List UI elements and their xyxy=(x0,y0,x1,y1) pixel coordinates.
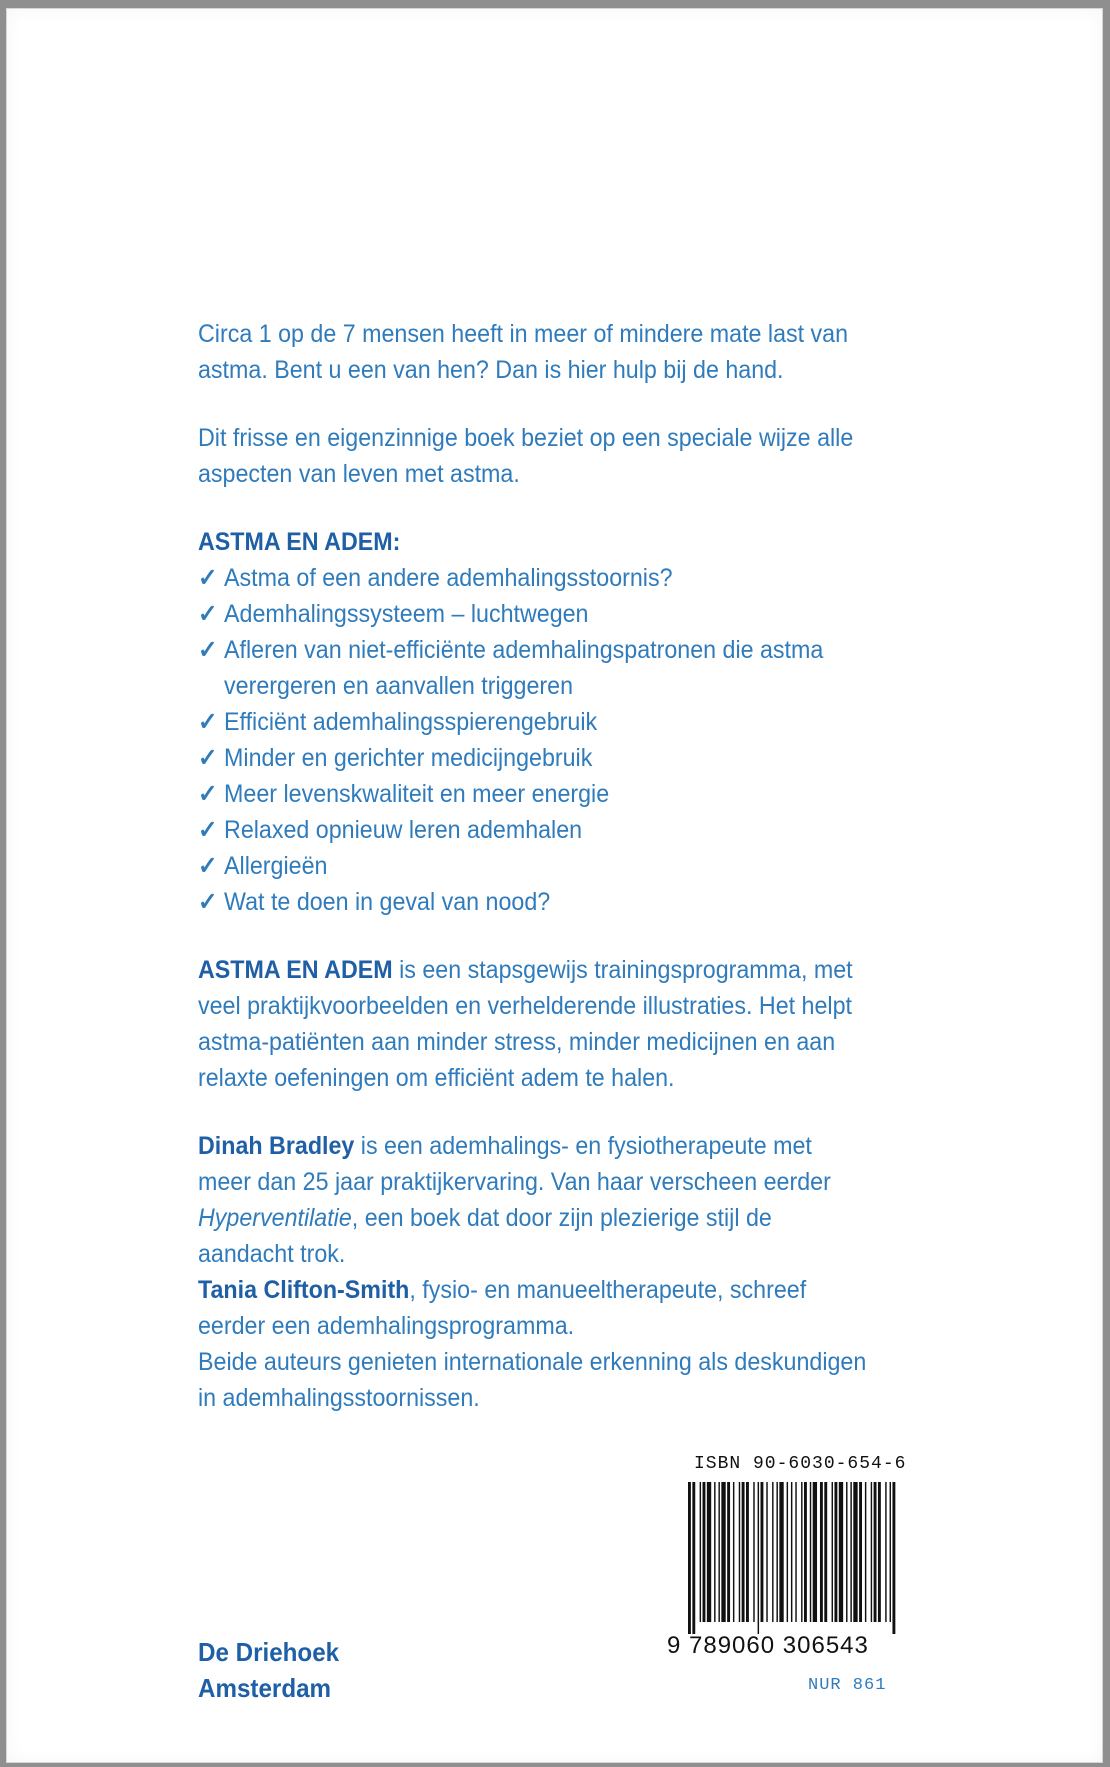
barcode-bar xyxy=(721,1482,725,1622)
topic-item xyxy=(198,884,868,920)
topic-text: Afleren van niet-efficiënte ademhalingspatronen die astma verergeren en aanvallen triggeren xyxy=(224,636,824,700)
barcode-bar xyxy=(703,1482,706,1622)
barcode-bar xyxy=(801,1482,802,1622)
barcode-bar xyxy=(779,1482,783,1622)
publisher xyxy=(198,1634,339,1706)
checkmark-icon: ✓ xyxy=(198,780,218,808)
barcode-bar xyxy=(878,1482,881,1622)
topic-item xyxy=(198,560,868,596)
barcode-bar xyxy=(839,1482,843,1622)
topic-item xyxy=(198,848,868,884)
barcode-bar xyxy=(850,1482,851,1622)
authors-closing: Beide auteurs genieten internationale erkenning als deskundigen in ademhalingsstoornissen. xyxy=(198,1348,867,1412)
barcode-bar xyxy=(890,1482,891,1622)
barcode-bar xyxy=(820,1482,823,1622)
checkmark-icon: ✓ xyxy=(198,816,218,844)
author1-name: Dinah Bradley xyxy=(198,1132,355,1160)
cover-text xyxy=(198,316,868,1416)
barcode-bar xyxy=(795,1482,796,1622)
topic-item xyxy=(198,632,868,704)
description-text: is een stapsgewijs trainingsprogramma, met veel praktijkvoorbeelden en verhelderende illustraties. Het helpt astma-patiënten aan minder stress, minder medicijnen en aan relaxte oefeningen om efficiënt adem te halen. xyxy=(198,956,853,1092)
topic-item xyxy=(198,704,868,740)
barcode-bar xyxy=(834,1482,837,1622)
topics-list xyxy=(198,560,868,920)
checkmark-icon: ✓ xyxy=(198,708,218,736)
topics-heading: ASTMA EN ADEM: xyxy=(198,528,401,556)
barcode-bar xyxy=(804,1482,807,1622)
author1-text: is een ademhalings- en fysiotherapeute met meer dan 25 jaar praktijkervaring. Van haar verscheen eerder xyxy=(198,1132,831,1196)
barcode-bar xyxy=(892,1482,895,1634)
barcode-bar xyxy=(853,1482,857,1622)
barcode-bar xyxy=(846,1482,847,1622)
barcode-bar xyxy=(766,1482,767,1622)
barcode xyxy=(686,1482,900,1634)
barcode-bar xyxy=(874,1482,877,1622)
barcode-bar xyxy=(688,1482,691,1634)
topic-item xyxy=(198,776,868,812)
topic-text: Allergieën xyxy=(224,852,328,880)
barcode-bar xyxy=(753,1482,754,1622)
topic-text: Minder en gerichter medicijngebruik xyxy=(224,744,593,772)
topic-text: Ademhalingssysteem – luchtwegen xyxy=(224,600,589,628)
barcode-bar xyxy=(727,1482,730,1622)
barcode-bar xyxy=(885,1482,886,1622)
barcode-bar xyxy=(871,1482,872,1622)
intro-paragraph: Circa 1 op de 7 mensen heeft in meer of mindere mate last van astma. Bent u een van hen? Dan is hier hulp bij de hand. xyxy=(198,320,849,384)
barcode-bar xyxy=(772,1482,773,1622)
barcode-bar xyxy=(832,1482,833,1622)
barcode-bar xyxy=(758,1482,759,1634)
barcode-bar xyxy=(787,1482,788,1622)
topic-item xyxy=(198,596,868,632)
author1-paragraph xyxy=(198,1128,868,1272)
description-paragraph xyxy=(198,952,868,1096)
author2-text: , fysio- en manueeltherapeute, schreef eerder een ademhalingsprogramma. xyxy=(198,1276,807,1340)
barcode-bar xyxy=(700,1482,701,1622)
barcode-bar xyxy=(791,1482,792,1622)
topic-item xyxy=(198,812,868,848)
barcode-bar xyxy=(714,1482,715,1622)
checkmark-icon: ✓ xyxy=(198,852,218,880)
nur-code: NUR 861 xyxy=(808,1676,887,1695)
barcode-bar xyxy=(776,1482,777,1622)
checkmark-icon: ✓ xyxy=(198,636,218,664)
author2-name: Tania Clifton-Smith xyxy=(198,1276,410,1304)
barcode-bar xyxy=(824,1482,827,1622)
barcode-bar xyxy=(718,1482,719,1622)
topic-text: Wat te doen in geval van nood? xyxy=(224,888,551,916)
topic-item xyxy=(198,740,868,776)
checkmark-icon: ✓ xyxy=(198,564,218,592)
checkmark-icon: ✓ xyxy=(198,744,218,772)
topic-text: Efficiënt ademhalingsspierengebruik xyxy=(224,708,598,736)
barcode-bar xyxy=(761,1482,764,1622)
barcode-bar xyxy=(865,1482,866,1622)
barcode-bar xyxy=(707,1482,711,1622)
author1-text-end: , een boek dat door zijn plezierige stijl de aandacht trok. xyxy=(198,1204,772,1268)
barcode-bar xyxy=(692,1482,695,1634)
publisher-city: Amsterdam xyxy=(198,1673,332,1703)
barcode-bar xyxy=(739,1482,740,1622)
barcode-bar xyxy=(733,1482,734,1622)
checkmark-icon: ✓ xyxy=(198,888,218,916)
checkmark-icon: ✓ xyxy=(198,600,218,628)
barcode-bar xyxy=(859,1482,862,1622)
topic-text: Relaxed opnieuw leren ademhalen xyxy=(224,816,583,844)
isbn-label: ISBN 90-6030-654-6 xyxy=(694,1454,907,1474)
author1-book-title: Hyperventilatie xyxy=(198,1204,352,1232)
author2-paragraph xyxy=(198,1272,868,1344)
barcode-bar xyxy=(813,1482,817,1622)
barcode-bar xyxy=(742,1482,745,1622)
topic-text: Astma of een andere ademhalingsstoornis? xyxy=(224,564,673,592)
intro-paragraph-2: Dit frisse en eigenzinnige boek beziet op een speciale wijze alle aspecten van leven met astma. xyxy=(198,424,854,488)
barcode-number: 9 789060 306543 xyxy=(667,1632,869,1659)
description-title: ASTMA EN ADEM xyxy=(198,956,393,984)
barcode-bar xyxy=(810,1482,811,1622)
barcode-bar xyxy=(746,1482,749,1622)
topic-text: Meer levenskwaliteit en meer energie xyxy=(224,780,610,808)
publisher-name: De Driehoek xyxy=(198,1637,340,1667)
